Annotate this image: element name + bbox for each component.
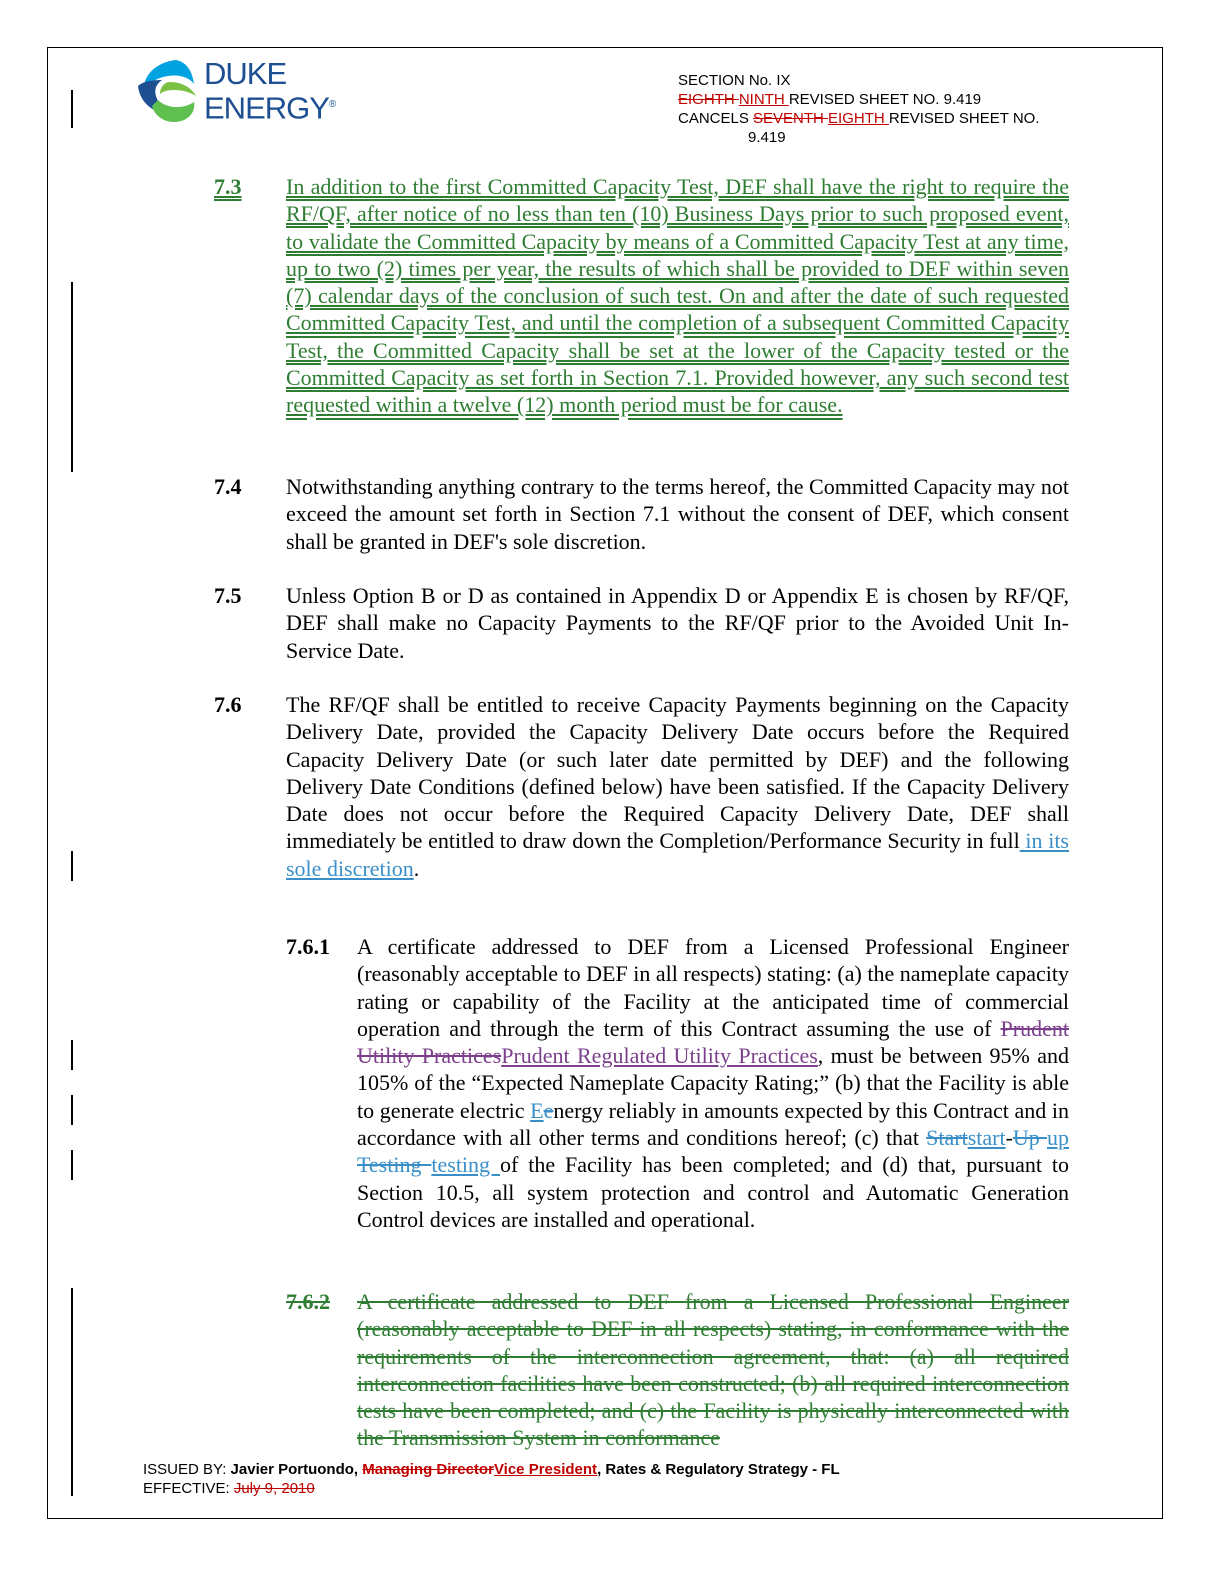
deleted-text: Testing bbox=[357, 1152, 432, 1178]
inserted-text: Prudent Regulated Utility Practices bbox=[501, 1043, 818, 1069]
section-text-end: . bbox=[413, 855, 420, 881]
deleted-text: EIGHTH bbox=[678, 91, 739, 108]
change-bar bbox=[71, 851, 73, 881]
section-number: SECTION No. IX bbox=[678, 72, 791, 89]
logo-line-duke: DUKE bbox=[204, 56, 287, 91]
section-number: 7.5 bbox=[214, 583, 242, 608]
section-text: Unless Option B or D as contained in Appendix D or Appendix E is chosen by RF/QF, DEF shall make no Capacity Payments to the RF/QF prior to the Avoided Unit In-Service Date. bbox=[286, 583, 1069, 663]
section-text-main: The RF/QF shall be entitled to receive Capacity Payments beginning on the Capacity Delivery Date, provided the Capacity Delivery Date occurs before the Required Capacity Delivery Date (or such later date permitted by DEF) and the following Delivery Date Conditions (defined below) have been satisfied. If the Capacity Delivery Date does not occur before the Required Capacity Delivery Date, DEF shall immediately be entitled to draw down the Completion/Performance Security in full bbox=[286, 692, 1069, 854]
inserted-text: E bbox=[530, 1097, 544, 1123]
deleted-text: Start bbox=[926, 1125, 968, 1151]
text-run: nergy reliably in amounts expected by this Contract and in accordance with all other terms and conditions hereof; (c) that bbox=[357, 1097, 1069, 1151]
deleted-text: e bbox=[543, 1097, 554, 1123]
deleted-text: Up bbox=[1012, 1125, 1047, 1151]
inserted-text: up bbox=[1047, 1125, 1069, 1151]
change-bar bbox=[71, 1040, 73, 1070]
inserted-text: NINTH bbox=[738, 91, 789, 108]
section-text: In addition to the first Committed Capacity Test, DEF shall have the right to require the RF/QF, after notice of no less than ten (10) Business Days prior to such proposed event, to validate the Committed Capacity by means of a Committed Capacity Test at any time, up to two (2) times per year, the results of which shall be provided to DEF within seven (7) calendar days of the conclusion of such test. On and after the date of such requested Committed Capacity Test, and until the completion of a subsequent Committed Capacity Test, the Committed Capacity shall be set at the lower of the Capacity tested or the Committed Capacity as set forth in Section 7.1. Provided however, any such second test requested within a twelve (12) month period must be for cause. bbox=[286, 174, 1069, 418]
registered-mark: ® bbox=[328, 99, 337, 110]
deleted-text: Managing Director bbox=[362, 1461, 494, 1478]
issuer-name: Javier Portuondo, bbox=[230, 1461, 363, 1478]
section-text: A certificate addressed to DEF from a Licensed Professional Engineer (reasonably acceptable to DEF in all respects) stating, in conformance with the requirements of the interconnection agreement, that: (a) all required interconnection facilities have been constructed; (b) all required interconnection tests have been completed; and (c) the Facility is physically interconnected with the Transmission System in conformance bbox=[357, 1289, 1069, 1451]
inserted-text: start bbox=[967, 1125, 1006, 1151]
cancels-prefix: CANCELS bbox=[678, 110, 754, 127]
section-number: 7.6.2 bbox=[286, 1289, 330, 1314]
text-run: - bbox=[1005, 1125, 1013, 1151]
logo-line-energy: ENERGY bbox=[204, 90, 329, 126]
revised-sheet-text: REVISED SHEET NO. 9.419 bbox=[788, 91, 982, 108]
revised-sheet-line bbox=[678, 90, 1039, 109]
section-number: 7.4 bbox=[214, 474, 242, 499]
issued-label: ISSUED BY: bbox=[143, 1461, 231, 1478]
inserted-text: testing bbox=[431, 1152, 500, 1178]
duke-energy-swirl-icon bbox=[136, 56, 200, 126]
deleted-text: Prudent Utility Practices bbox=[357, 1015, 1069, 1069]
section-text bbox=[286, 691, 1069, 882]
section-7-6-2-clip bbox=[0, 1280, 1224, 1452]
logo-wordmark bbox=[204, 56, 337, 126]
issuer-title: , Rates & Regulatory Strategy - FL bbox=[597, 1461, 840, 1478]
deleted-text: July 9, 2010 bbox=[233, 1480, 315, 1497]
page-footer bbox=[143, 1460, 840, 1498]
inserted-text: Vice President bbox=[493, 1461, 598, 1478]
cancels-line bbox=[678, 109, 1039, 128]
issued-by-line bbox=[143, 1460, 840, 1479]
effective-line bbox=[143, 1479, 840, 1498]
section-number: 7.3 bbox=[214, 174, 242, 199]
sheet-header bbox=[678, 71, 1039, 147]
text-run: A certificate addressed to DEF from a Licensed Professional Engineer (reasonably acceptable to DEF in all respects) stating: (a) the nameplate capacity rating or capability of the Facility at the anticipated time of commercial operation and through the term of this Contract assuming the use of bbox=[357, 934, 1069, 1041]
cancels-text: REVISED SHEET NO. bbox=[888, 110, 1040, 127]
change-bar bbox=[71, 90, 73, 128]
change-bar bbox=[71, 1095, 73, 1125]
text-run: of the Facility has been completed; and (d) that, pursuant to Section 10.5, all system protection and control and Automatic Generation Control devices are installed and operational. bbox=[357, 1152, 1069, 1232]
inserted-text: EIGHTH bbox=[828, 110, 889, 127]
section-text: Notwithstanding anything contrary to the terms hereof, the Committed Capacity may not exceed the amount set forth in Section 7.1 without the consent of DEF, which consent shall be granted in DEF's sole discretion. bbox=[286, 474, 1069, 554]
deleted-text: SEVENTH bbox=[753, 110, 829, 127]
duke-energy-logo bbox=[136, 56, 366, 130]
sheet-number: 9.419 bbox=[748, 129, 786, 146]
effective-label: EFFECTIVE: bbox=[143, 1480, 234, 1497]
change-bar bbox=[71, 282, 73, 472]
section-text bbox=[357, 933, 1069, 1233]
change-bar bbox=[71, 1150, 73, 1180]
text-run: , must be between 95% and 105% of the “Expected Nameplate Capacity Rating;” (b) that the Facility is able to generate electric bbox=[357, 1043, 1069, 1123]
section-number: 7.6.1 bbox=[286, 934, 330, 959]
section-number: 7.6 bbox=[214, 692, 242, 717]
inserted-text: in its sole discretion bbox=[286, 828, 1069, 881]
